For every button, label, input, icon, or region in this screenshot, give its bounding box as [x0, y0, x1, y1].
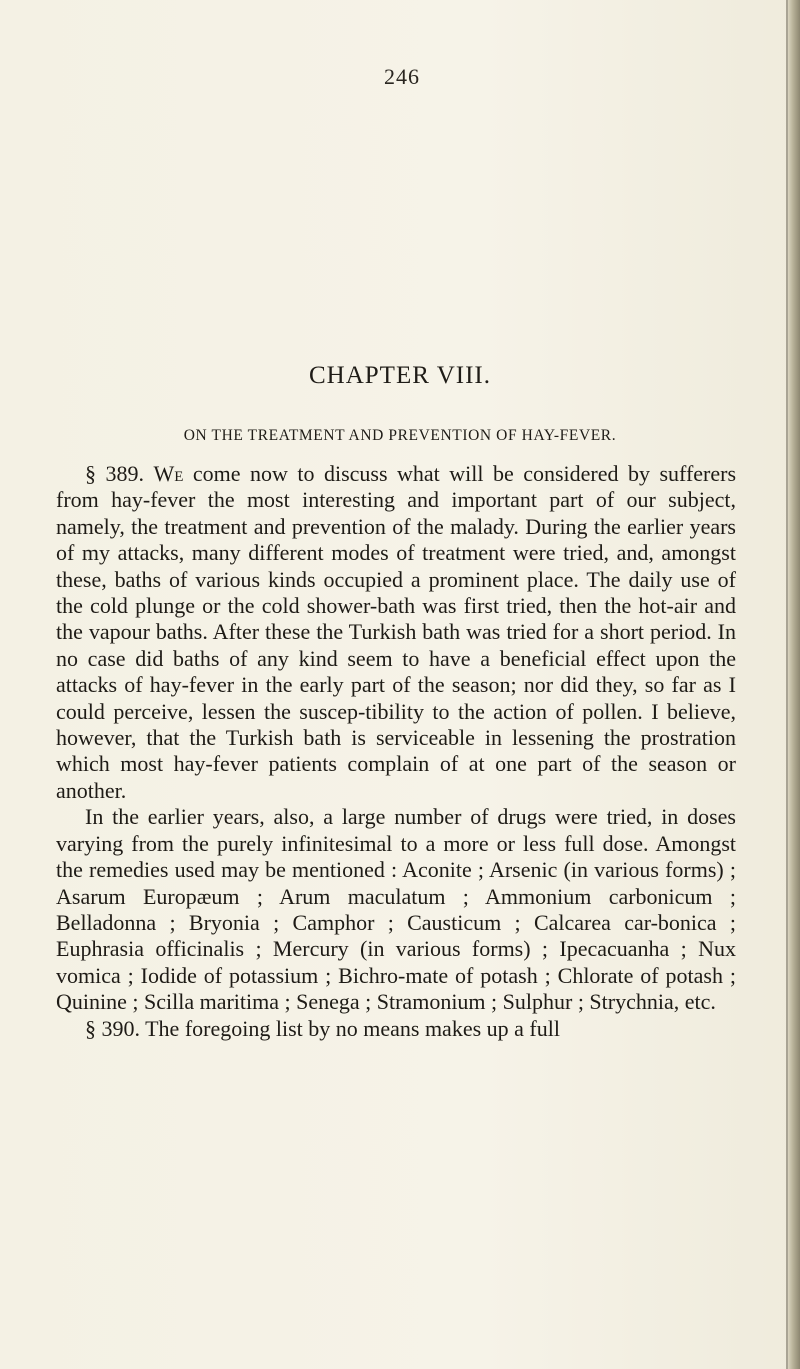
lead-word: We	[153, 461, 184, 486]
paragraph-text: The foregoing list by no means makes up a full	[145, 1015, 560, 1041]
section-number: § 390.	[85, 1015, 140, 1041]
section-number: § 389.	[85, 461, 144, 486]
paragraph-text: come now to discuss what will be considered by sufferers from hay-fever the most interesting and important part of our subject, namely, the treatment and prevention of the malady. During the earlier years of my attacks, many different modes of treatment were tried, and, amongst these, baths of various kinds occupied a prominent place. The daily use of the cold plunge or the cold shower-bath was first tried, then the hot-air and the vapour baths. After these the Turkish bath was tried for a short period. In no case did baths of any kind seem to have a beneficial effect upon the attacks of hay-fever in the early part of the season; nor did they, so far as I could perceive, lessen the suscep-tibility to the action of pollen. I believe, however, that the Turkish bath is serviceable in lessening the prostration which most hay-fever patients complain of at one part of the season or another.	[56, 461, 737, 803]
paragraph-drugs	[56, 804, 736, 1015]
page-edge	[788, 0, 800, 1369]
chapter-heading: CHAPTER VIII.	[309, 362, 491, 389]
paragraph-390	[56, 1016, 736, 1042]
page-number: 246	[384, 64, 420, 89]
chapter-subtitle: ON THE TREATMENT AND PREVENTION OF HAY-FEVER.	[183, 427, 617, 444]
paragraph-389	[56, 461, 736, 804]
body-text	[56, 461, 736, 1042]
paragraph-text: In the earlier years, also, a large number of drugs were tried, in doses varying from the purely infinitesimal to a more or less full dose. Amongst the remedies used may be mentioned : Aconite ; Arsenic (in various forms) ; Asarum Europæum ; Arum maculatum ; Ammonium carbonicum ; Belladonna ; Bryonia ; Camphor ; Causticum ; Calcarea car-bonica ; Euphrasia officinalis ; Mercury (in various forms) ; Ipecacuanha ; Nux vomica ; Iodide of potassium ; Bichro-mate of potash ; Chlorate of potash ; Quinine ; Scilla maritima ; Senega ; Stramonium ; Sulphur ; Strychnia, etc.	[56, 804, 736, 1015]
